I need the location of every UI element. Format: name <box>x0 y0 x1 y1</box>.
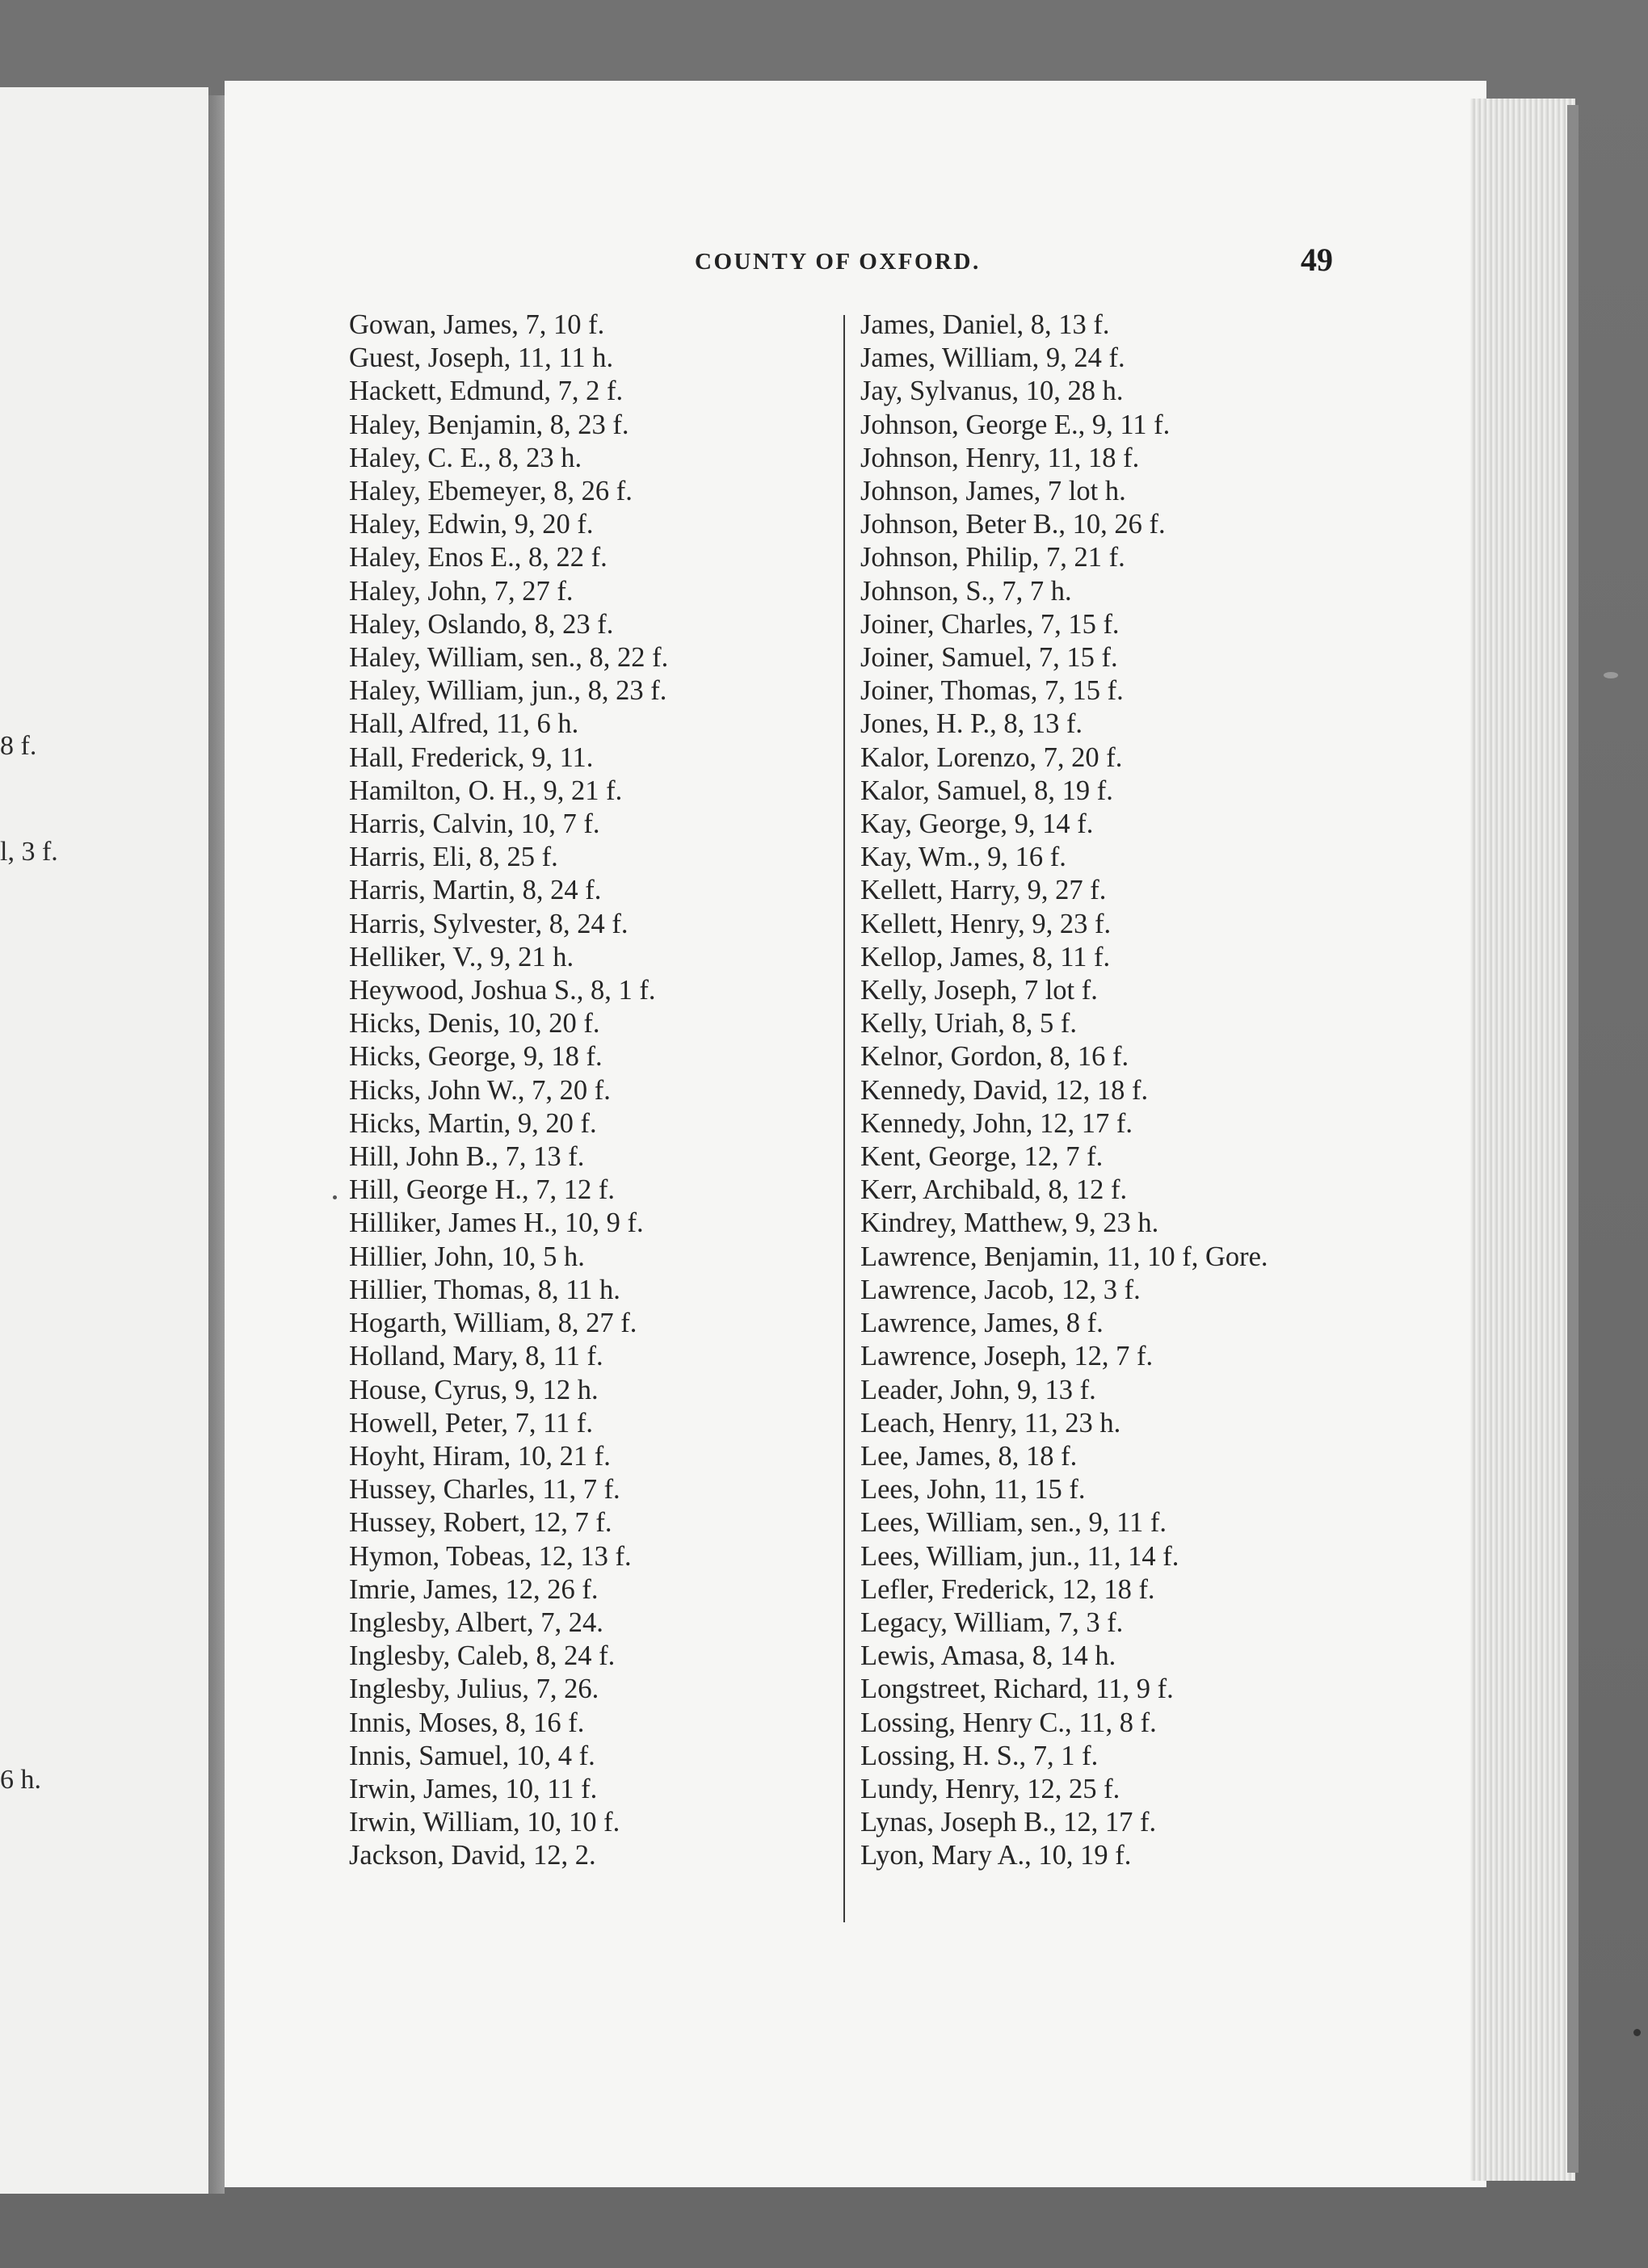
list-item: Haley, Edwin, 9, 20 f. <box>349 509 594 540</box>
list-item: Lynas, Joseph B., 12, 17 f. <box>860 1807 1157 1838</box>
left-page-fragment: 8 f. <box>0 731 37 761</box>
list-item: Gowan, James, 7, 10 f. <box>349 309 605 340</box>
list-item: Inglesby, Julius, 7, 26. <box>349 1674 599 1705</box>
list-item: Haley, Oslando, 8, 23 f. <box>349 608 614 640</box>
list-item: Lees, John, 11, 15 f. <box>860 1474 1086 1506</box>
list-item: Lawrence, Jacob, 12, 3 f. <box>860 1274 1141 1305</box>
list-item: Kellett, Henry, 9, 23 f. <box>860 908 1112 939</box>
list-item: Inglesby, Caleb, 8, 24 f. <box>349 1640 616 1672</box>
list-item: Kerr, Archibald, 8, 12 f. <box>860 1174 1128 1206</box>
list-item: Joiner, Charles, 7, 15 f. <box>860 608 1120 640</box>
list-item: Haley, Enos E., 8, 22 f. <box>349 542 607 573</box>
list-item: Harris, Martin, 8, 24 f. <box>349 875 602 906</box>
list-item: Guest, Joseph, 11, 11 h. <box>349 342 614 374</box>
list-item: Kellett, Harry, 9, 27 f. <box>860 875 1107 906</box>
list-item: Haley, Benjamin, 8, 23 f. <box>349 409 629 440</box>
list-item: Lefler, Frederick, 12, 18 f. <box>860 1573 1155 1605</box>
list-item: Johnson, James, 7 lot h. <box>860 476 1126 507</box>
list-item: Kay, Wm., 9, 16 f. <box>860 842 1066 873</box>
list-item: Haley, C. E., 8, 23 h. <box>349 442 582 473</box>
list-item: Johnson, Beter B., 10, 26 f. <box>860 509 1166 540</box>
list-item: James, William, 9, 24 f. <box>860 342 1125 374</box>
list-item: Jay, Sylvanus, 10, 28 h. <box>860 376 1124 407</box>
left-page-fragment: 6 h. <box>0 1765 41 1795</box>
right-column-list <box>860 309 1268 1873</box>
list-item: Kennedy, David, 12, 18 f. <box>860 1074 1149 1106</box>
list-item: Jackson, David, 12, 2. <box>349 1840 596 1871</box>
list-item: Harris, Eli, 8, 25 f. <box>349 842 558 873</box>
list-item: Legacy, William, 7, 3 f. <box>860 1606 1124 1638</box>
list-item: James, Daniel, 8, 13 f. <box>860 309 1110 340</box>
list-item: Hall, Alfred, 11, 6 h. <box>349 708 579 740</box>
list-item: Hill, John B., 7, 13 f. <box>349 1141 585 1173</box>
list-item: Johnson, Philip, 7, 21 f. <box>860 542 1125 573</box>
list-item: Harris, Sylvester, 8, 24 f. <box>349 908 629 939</box>
list-item: Innis, Moses, 8, 16 f. <box>349 1707 585 1738</box>
list-item: Johnson, Henry, 11, 18 f. <box>860 442 1140 473</box>
list-item: Lee, James, 8, 18 f. <box>860 1440 1078 1472</box>
list-item: Hussey, Robert, 12, 7 f. <box>349 1507 612 1539</box>
list-item: Hussey, Charles, 11, 7 f. <box>349 1474 620 1506</box>
list-item: Lawrence, Benjamin, 11, 10 f, Gore. <box>860 1241 1268 1272</box>
list-item: Inglesby, Albert, 7, 24. <box>349 1606 603 1638</box>
list-item: Kay, George, 9, 14 f. <box>860 808 1094 840</box>
list-item: Hillier, Thomas, 8, 11 h. <box>349 1274 620 1305</box>
list-item: Howell, Peter, 7, 11 f. <box>349 1407 594 1438</box>
list-item: Hill, George H., 7, 12 f. <box>349 1174 615 1206</box>
list-item: Innis, Samuel, 10, 4 f. <box>349 1740 595 1771</box>
left-column-list <box>349 309 668 1873</box>
list-item: Kelly, Joseph, 7 lot f. <box>860 975 1098 1006</box>
list-item: Irwin, James, 10, 11 f. <box>349 1773 598 1804</box>
scan-speck <box>333 1195 337 1199</box>
list-item: Kindrey, Matthew, 9, 23 h. <box>860 1208 1159 1239</box>
list-item: Lawrence, Joseph, 12, 7 f. <box>860 1341 1154 1372</box>
left-facing-page <box>0 87 208 2194</box>
list-item: Kelnor, Gordon, 8, 16 f. <box>860 1041 1129 1073</box>
list-item: Lees, William, jun., 11, 14 f. <box>860 1540 1179 1572</box>
list-item: Haley, John, 7, 27 f. <box>349 575 574 607</box>
list-item: Johnson, George E., 9, 11 f. <box>860 409 1171 440</box>
list-item: Hillier, John, 10, 5 h. <box>349 1241 585 1272</box>
running-header: COUNTY OF OXFORD. <box>695 249 981 275</box>
list-item: Leach, Henry, 11, 23 h. <box>860 1407 1121 1438</box>
scan-speck <box>1633 2029 1641 2036</box>
list-item: Hackett, Edmund, 7, 2 f. <box>349 376 624 407</box>
list-item: Haley, William, jun., 8, 23 f. <box>349 675 667 707</box>
left-page-fragment: l, 3 f. <box>0 837 58 867</box>
list-item: Johnson, S., 7, 7 h. <box>860 575 1072 607</box>
list-item: Hamilton, O. H., 9, 21 f. <box>349 775 623 806</box>
list-item: Hicks, Martin, 9, 20 f. <box>349 1107 597 1139</box>
list-item: Helliker, V., 9, 21 h. <box>349 941 574 972</box>
list-item: Hall, Frederick, 9, 11. <box>349 741 594 773</box>
list-item: Irwin, William, 10, 10 f. <box>349 1807 620 1838</box>
list-item: Harris, Calvin, 10, 7 f. <box>349 808 600 840</box>
page-number: 49 <box>1301 242 1333 278</box>
list-item: Hicks, Denis, 10, 20 f. <box>349 1008 600 1040</box>
list-item: Hilliker, James H., 10, 9 f. <box>349 1208 644 1239</box>
page-edges-shadow <box>1567 105 1579 2173</box>
list-item: Leader, John, 9, 13 f. <box>860 1374 1096 1405</box>
list-item: Haley, Ebemeyer, 8, 26 f. <box>349 476 633 507</box>
list-item: Holland, Mary, 8, 11 f. <box>349 1341 603 1372</box>
list-item: Imrie, James, 12, 26 f. <box>349 1573 599 1605</box>
book-gutter <box>208 95 225 2194</box>
list-item: Kennedy, John, 12, 17 f. <box>860 1107 1133 1139</box>
list-item: Lees, William, sen., 9, 11 f. <box>860 1507 1167 1539</box>
list-item: Lawrence, James, 8 f. <box>860 1308 1104 1339</box>
list-item: Lossing, Henry C., 11, 8 f. <box>860 1707 1157 1738</box>
list-item: Hicks, George, 9, 18 f. <box>349 1041 603 1073</box>
list-item: Jones, H. P., 8, 13 f. <box>860 708 1083 740</box>
list-item: Kellop, James, 8, 11 f. <box>860 941 1111 972</box>
page-edges <box>1470 99 1575 2181</box>
scan-speck <box>1604 672 1618 678</box>
list-item: Kalor, Samuel, 8, 19 f. <box>860 775 1113 806</box>
list-item: Longstreet, Richard, 11, 9 f. <box>860 1674 1174 1705</box>
column-divider <box>843 315 845 1922</box>
list-item: Kent, George, 12, 7 f. <box>860 1141 1104 1173</box>
list-item: Haley, William, sen., 8, 22 f. <box>349 642 669 674</box>
list-item: Lyon, Mary A., 10, 19 f. <box>860 1840 1132 1871</box>
list-item: Joiner, Samuel, 7, 15 f. <box>860 642 1118 674</box>
list-item: Hymon, Tobeas, 12, 13 f. <box>349 1540 632 1572</box>
list-item: Kalor, Lorenzo, 7, 20 f. <box>860 741 1123 773</box>
list-item: Lewis, Amasa, 8, 14 h. <box>860 1640 1116 1672</box>
list-item: Hicks, John W., 7, 20 f. <box>349 1074 611 1106</box>
list-item: Joiner, Thomas, 7, 15 f. <box>860 675 1124 707</box>
list-item: Hogarth, William, 8, 27 f. <box>349 1308 637 1339</box>
list-item: Kelly, Uriah, 8, 5 f. <box>860 1008 1077 1040</box>
list-item: House, Cyrus, 9, 12 h. <box>349 1374 599 1405</box>
list-item: Lossing, H. S., 7, 1 f. <box>860 1740 1099 1771</box>
list-item: Hoyht, Hiram, 10, 21 f. <box>349 1440 611 1472</box>
list-item: Lundy, Henry, 12, 25 f. <box>860 1773 1120 1804</box>
list-item: Heywood, Joshua S., 8, 1 f. <box>349 975 656 1006</box>
